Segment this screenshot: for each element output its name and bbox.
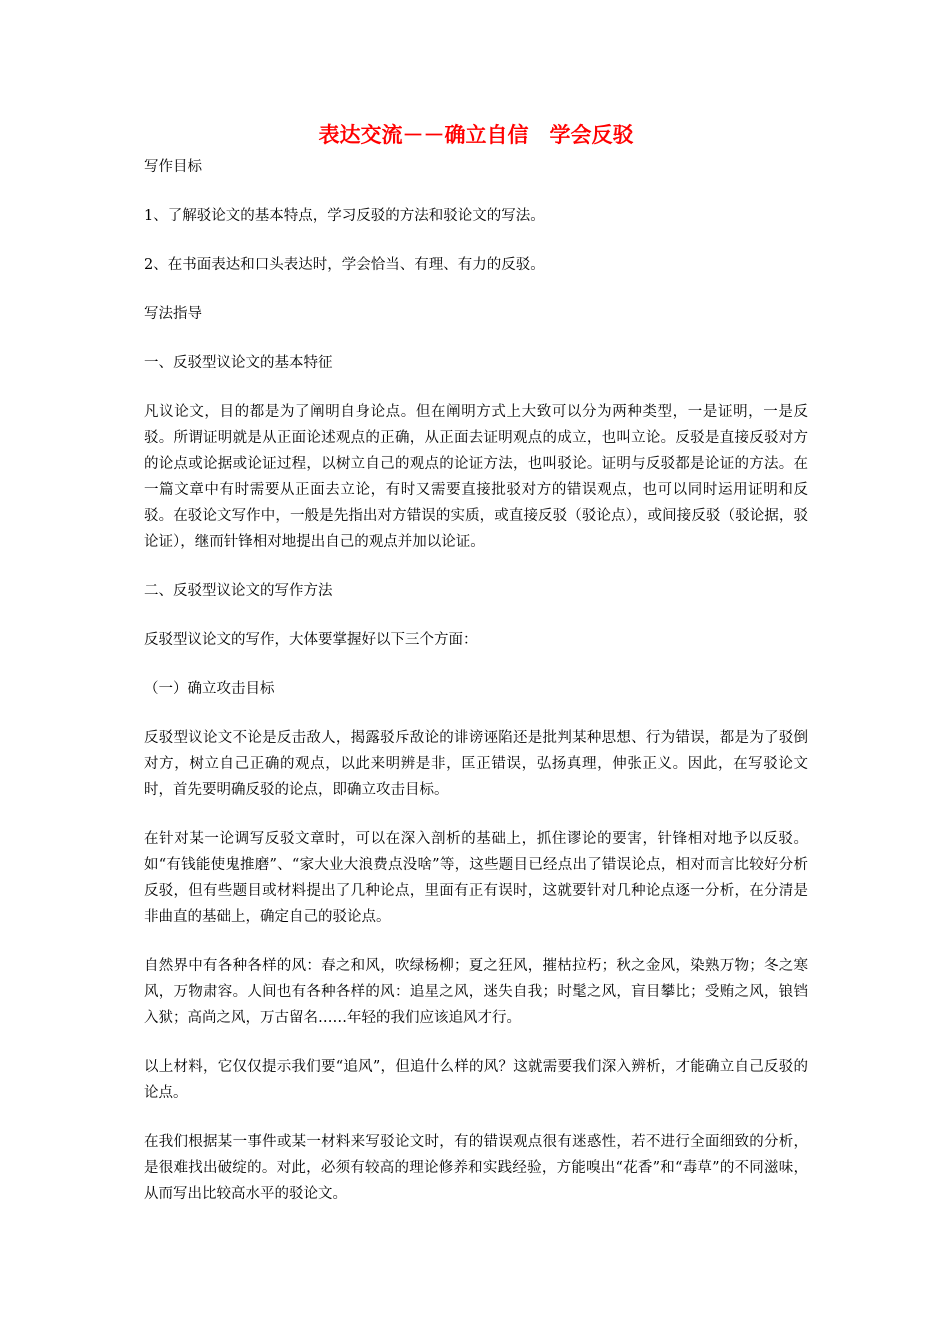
section-heading-1: 一、反驳型议论文的基本特征 [144,355,333,371]
body-paragraph: 反驳型议论文的写作，大体要掌握好以下三个方面： [144,632,478,648]
heading-writing-guide: 写法指导 [144,306,202,322]
body-paragraph: 自然界中有各种各样的风：春之和风，吹绿杨柳；夏之狂风，摧枯拉朽；秋之金风，染熟万物；冬之寒风，万物肃容。人间也有各种各样的风：追星之风，迷失自我；时髦之风，盲目攀比；受贿之风，锒铛入狱；高尚之风，万古留名……年轻的我们应该追风才行。 [144,958,808,1026]
body-paragraph: 凡议论文，目的都是为了阐明自身论点。但在阐明方式上大致可以分为两种类型，一是证明，一是反驳。所谓证明就是从正面论述观点的正确，从正面去证明观点的成立，也叫立论。反驳是直接反驳对方的论点或论据或论证过程，以树立自己的观点的论证方法，也叫驳论。证明与反驳都是论证的方法。在一篇文章中有时需要从正面去立论，有时又需要直接批驳对方的错误观点，也可以同时运用证明和反驳。在驳论文写作中，一般是先指出对方错误的实质，或直接反驳（驳论点），或间接反驳（驳论据，驳论证），继而针锋相对地提出自己的观点并加以论证。 [144,404,808,550]
body-paragraph: 在我们根据某一事件或某一材料来写驳论文时，有的错误观点很有迷惑性，若不进行全面细致的分析，是很难找出破绽的。对此，必须有较高的理论修养和实践经验，方能嗅出“花香”和“毒草”的不同滋味，从而写出比较高水平的驳论文。 [144,1134,808,1202]
document-title: 表达交流－－确立自信 学会反驳 [318,122,634,147]
section-heading-2: 二、反驳型议论文的写作方法 [144,583,333,599]
body-paragraph: 反驳型议论文不论是反击敌人，揭露驳斥敌论的诽谤诬陷还是批判某种思想、行为错误，都是为了驳倒对方，树立自己正确的观点，以此来明辨是非，匡正错误，弘扬真理，伸张正义。因此，在写驳论文时，首先要明确反驳的论点，即确立攻击目标。 [144,730,808,798]
subsection-heading-1: （一）确立攻击目标 [144,681,275,697]
goal-item-2: 2、在书面表达和口头表达时，学会恰当、有理、有力的反驳。 [144,257,545,273]
document-page [144,118,808,1230]
body-paragraph: 以上材料，它仅仅提示我们要“追风”，但追什么样的风？这就需要我们深入辨析，才能确立自己反驳的论点。 [144,1059,808,1101]
goal-item-1: 1、了解驳论文的基本特点，学习反驳的方法和驳论文的写法。 [144,208,545,224]
heading-writing-goals: 写作目标 [144,159,202,175]
body-paragraph: 在针对某一论调写反驳文章时，可以在深入剖析的基础上，抓住谬论的要害，针锋相对地予以反驳。如“有钱能使鬼推磨”、“家大业大浪费点没啥”等，这些题目已经点出了错误论点，相对而言比较好分析反驳，但有些题目或材料提出了几种论点，里面有正有误时，这就要针对几种论点逐一分析，在分清是非曲直的基础上，确定自己的驳论点。 [144,831,808,925]
